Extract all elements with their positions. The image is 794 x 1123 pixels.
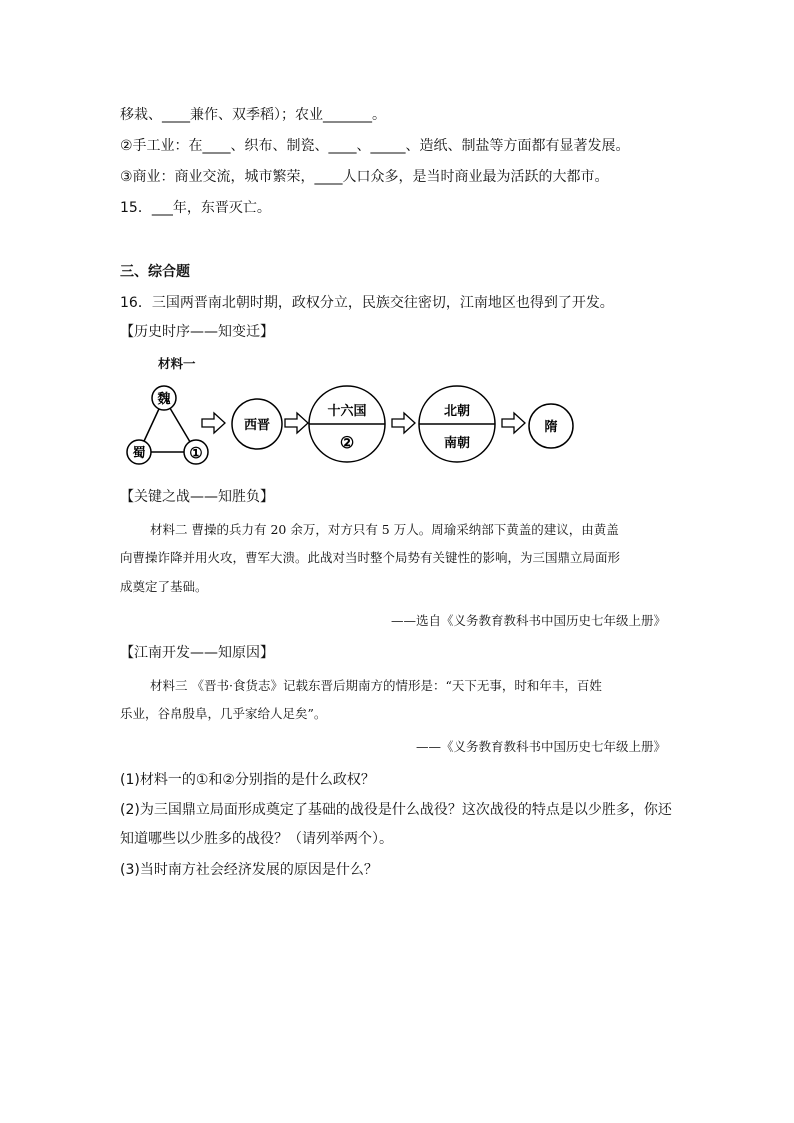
material-3-line-2: 乐业，谷帛殷阜，几乎家给人足矣”。: [120, 706, 327, 721]
material-2-source: ——选自《义务教育教科书中国历史七年级上册》: [390, 613, 666, 628]
label-xijin: 西晋: [243, 418, 271, 433]
label-shu: 蜀: [132, 446, 146, 461]
part3-title: 【江南开发——知原因】: [120, 645, 274, 661]
part2-title: 【关键之战——知胜负】: [120, 489, 274, 505]
material-3-line-1: 材料三 《晋书·食货志》记载东晋后期南方的情形是：“天下无事，时和年丰，百姓: [150, 678, 602, 693]
material-3-source: ——《义务教育教科书中国历史七年级上册》: [415, 739, 666, 754]
question-15: 15．___年，东晋灭亡。: [120, 200, 271, 216]
sub-question-2-line-1: (2)为三国鼎立局面形成奠定了基础的战役是什么战役？这次战役的特点是以少胜多，你还: [120, 802, 672, 818]
fill-line-1: 移栽、____兼作、双季稻）；农业_______。: [120, 107, 386, 123]
sub-question-2-line-2: 知道哪些以少胜多的战役？（请列举两个）。: [120, 831, 393, 847]
section-heading: 三、综合题: [120, 264, 190, 280]
sub-question-3: (3)当时南方社会经济发展的原因是什么？: [120, 862, 378, 878]
arrow-1: [202, 413, 225, 433]
arrow-4: [502, 413, 525, 433]
label-shiliuguo: 十六国: [327, 404, 367, 419]
timeline-diagram: [116, 376, 586, 476]
fill-line-3: ③商业：商业交流，城市繁荣，____人口众多，是当时商业最为活跃的大都市。: [120, 169, 609, 185]
part1-title: 【历史时序——知变迁】: [120, 324, 274, 340]
material-2-line-3: 成奠定了基础。: [120, 579, 208, 594]
label-one: ①: [189, 444, 203, 462]
label-sui: 隋: [544, 420, 558, 435]
question-16: 16．三国两晋南北朝时期，政权分立，民族交往密切，江南地区也得到了开发。: [120, 295, 614, 311]
label-nanchao: 南朝: [443, 436, 471, 451]
material-2-line-1: 材料二 曹操的兵力有 20 余万，对方只有 5 万人。周瑜采纳部下黄盖的建议，由黄盖: [150, 522, 619, 537]
material-2-line-2: 向曹操诈降并用火攻，曹军大溃。此战对当时整个局势有关键性的影响，为三国鼎立局面形: [120, 550, 621, 565]
arrow-2: [285, 413, 308, 433]
fill-line-2: ②手工业：在____、织布、制瓷、____、_____、造纸、制盐等方面都有显著发展。: [120, 138, 630, 154]
label-two: ②: [339, 433, 355, 452]
label-wei: 魏: [157, 392, 171, 407]
material-1-label: 材料一: [158, 356, 196, 371]
arrow-3: [392, 413, 415, 433]
sub-question-1: (1)材料一的①和②分别指的是什么政权？: [120, 772, 375, 788]
label-beichao: 北朝: [443, 404, 471, 419]
